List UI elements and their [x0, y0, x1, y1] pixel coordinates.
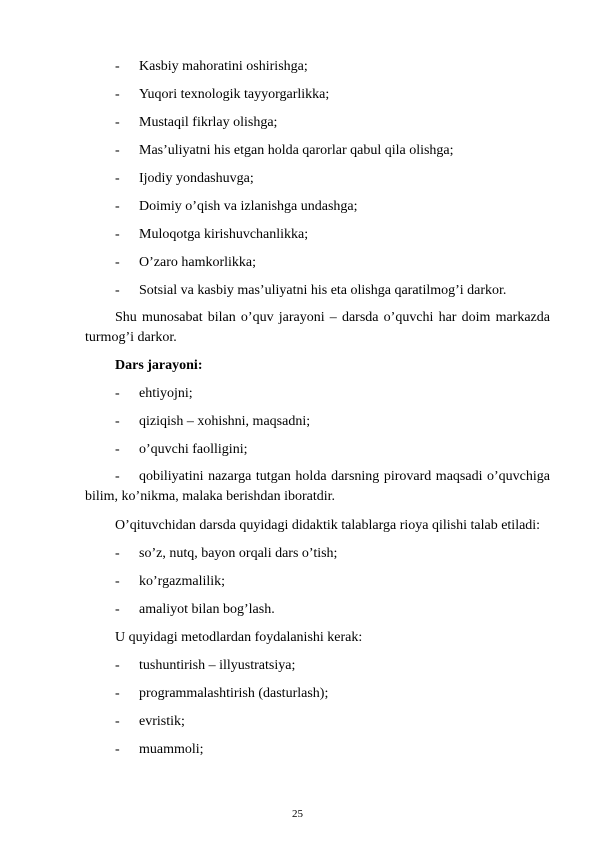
bullet-list-lesson-process	[85, 383, 550, 507]
requirements-intro: O’qituvchidan darsda quyidagi didaktik talablarga rioya qilishi talab etiladi:	[115, 518, 541, 533]
dash-bullet: -	[115, 574, 120, 589]
dash-bullet: -	[115, 686, 120, 701]
dash-bullet: -	[115, 87, 120, 102]
list-item: - Kasbiy mahoratini oshirishga;	[85, 56, 550, 84]
dash-bullet: -	[115, 658, 120, 673]
list-item: - ehtiyojni;	[85, 383, 550, 411]
list-item: - amaliyot bilan bog’lash.	[85, 599, 550, 627]
dash-bullet: -	[115, 386, 120, 401]
list-item: - Mustaqil fikrlay olishga;	[85, 112, 550, 140]
bullet-list-goals	[85, 56, 550, 308]
list-item: - Muloqotga kirishuvchanlikka;	[85, 224, 550, 252]
dash-bullet: -	[115, 59, 120, 74]
list-item-long: - qobiliyatini nazarga tutgan holda darsning pirovard maqsadi o’quvchiga bilim, ko’nikma, malaka berishdan iboratdir.	[85, 469, 550, 504]
bullet-list-requirements	[85, 543, 550, 627]
list-item: - evristik;	[85, 711, 550, 739]
list-item: - o’quvchi faolligini;	[85, 439, 550, 467]
dash-bullet: -	[115, 171, 120, 186]
list-item: - Sotsial va kasbiy mas’uliyatni his eta olishga qaratilmog’i darkor.	[85, 280, 550, 308]
list-item: - muammoli;	[85, 739, 550, 767]
page-content	[85, 56, 550, 767]
methods-intro: U quyidagi metodlardan foydalanishi kerak:	[115, 630, 363, 645]
list-item: - ko’rgazmalilik;	[85, 571, 550, 599]
paragraph-student-centered: Shu munosabat bilan o’quv jarayoni – darsda o’quvchi har doim markazda turmog’i darkor.	[85, 310, 550, 345]
section-heading: Dars jarayoni:	[115, 358, 203, 373]
page-number: 25	[292, 808, 303, 820]
dash-bullet: -	[115, 255, 120, 270]
dash-bullet: -	[115, 602, 120, 617]
dash-bullet: -	[115, 714, 120, 729]
dash-bullet: -	[115, 414, 120, 429]
list-item: - Yuqori texnologik tayyorgarlikka;	[85, 84, 550, 112]
list-item: - O’zaro hamkorlikka;	[85, 252, 550, 280]
dash-bullet: -	[115, 227, 120, 242]
dash-bullet: -	[115, 742, 120, 757]
list-item: - Ijodiy yondashuvga;	[85, 168, 550, 196]
dash-bullet: -	[115, 442, 120, 457]
dash-bullet: -	[115, 199, 120, 214]
dash-bullet: -	[115, 546, 120, 561]
dash-bullet: -	[115, 115, 120, 130]
dash-bullet: -	[115, 469, 120, 484]
bullet-list-methods	[85, 655, 550, 767]
list-item: - Doimiy o’qish va izlanishga undashga;	[85, 196, 550, 224]
list-item: - Mas’uliyatni his etgan holda qarorlar qabul qila olishga;	[85, 140, 550, 168]
list-item: - qiziqish – xohishni, maqsadni;	[85, 411, 550, 439]
list-item: - so’z, nutq, bayon orqali dars o’tish;	[85, 543, 550, 571]
list-item: - programmalashtirish (dasturlash);	[85, 683, 550, 711]
list-item: - tushuntirish – illyustratsiya;	[85, 655, 550, 683]
dash-bullet: -	[115, 283, 120, 298]
dash-bullet: -	[115, 143, 120, 158]
